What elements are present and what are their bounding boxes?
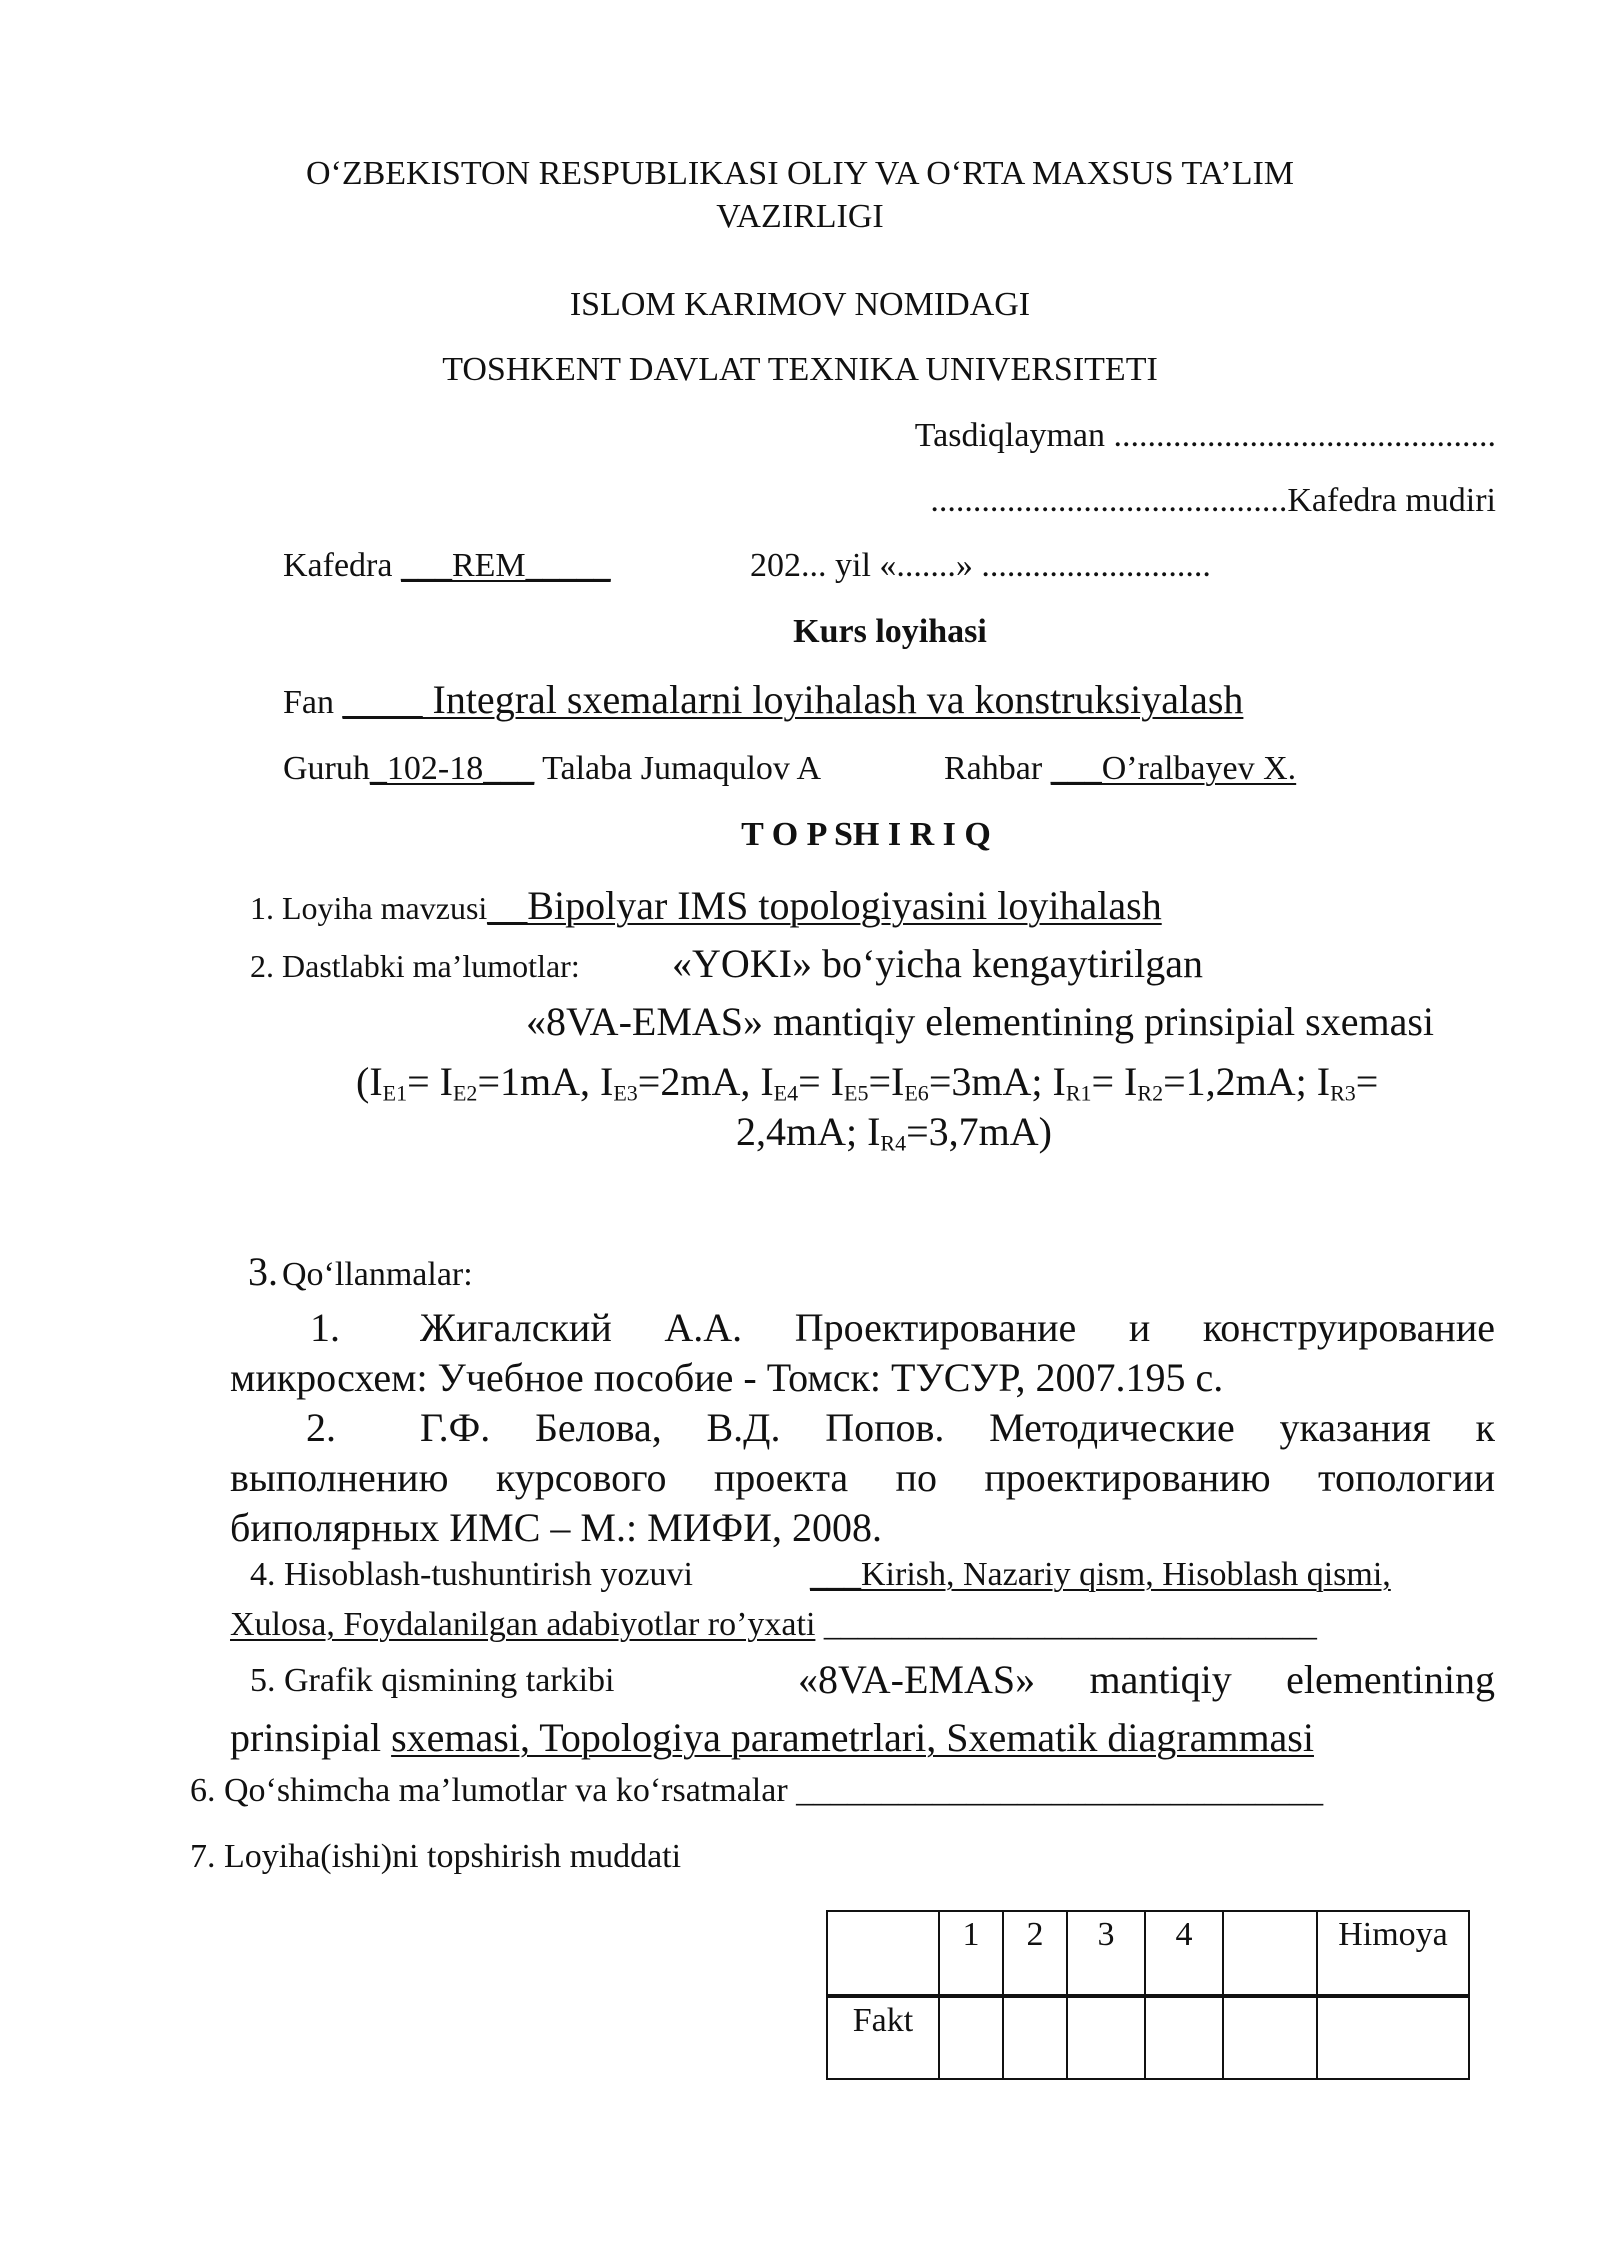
project-topic-label: 1. Loyiha mavzusi: [250, 890, 488, 926]
approval-line: Tasdiqlayman .............................................: [914, 417, 1496, 454]
fan-value: ____ Integral sxemalarni loyihalash va konstruksiyalash: [342, 677, 1244, 722]
initial-data-label: 2. Dastlabki ma’lumotlar:: [250, 948, 580, 984]
supervisor-line: [944, 750, 1296, 788]
graphic-part-label: 5. Grafik qismining tarkibi: [250, 1662, 615, 1699]
schedule-cell: [1223, 1996, 1317, 2079]
ministry-line-2: VAZIRLIGI: [716, 198, 884, 235]
references-heading: [248, 1248, 473, 1295]
schedule-table: [826, 1910, 1470, 2080]
schedule-cell: [1003, 1996, 1067, 2079]
calc-note-line-2: [230, 1606, 1317, 1644]
current-params-line-1: ($I_{E1}= I_{E2}=1mA$, $I_{E3}=2mA$, $I_{E4}= I_{E5}=I_{E6}=3mA$; $I_{R1}= I_{R2}=1,2mA$; $I_{R3}=$: [356, 1059, 1379, 1106]
schedule-header-cell: 1: [939, 1911, 1003, 1996]
references-number: 3.: [248, 1249, 278, 1294]
schedule-header-row: [827, 1911, 1469, 1996]
group-value: _102-18___: [369, 750, 535, 787]
department-head-line: ..........................................Kafedra mudiri: [930, 482, 1496, 519]
deadline-label: 7. Loyiha(ishi)ni topshirish muddati: [190, 1838, 682, 1875]
reference-1-line-2: микросхем: Учебное пособие - Томск: ТУСУР, 2007.195 с.: [230, 1355, 1224, 1400]
kafedra-value: ___REM_____: [400, 547, 611, 584]
schedule-header-cell: Himoya: [1317, 1911, 1469, 1996]
reference-2-number: 2.: [306, 1405, 336, 1450]
reference-2-line-2: выполнению курсового проекта по проектированию топологии: [230, 1455, 1495, 1500]
ministry-line-1: O‘ZBEKISTON RESPUBLIKASI OLIY VA O‘RTA MAXSUS TA’LIM: [305, 155, 1295, 192]
graphic-part-value-1: «8VA-EMAS» mantiqiy elementining: [798, 1657, 1495, 1702]
student-name: Talaba Jumaqulov A: [534, 750, 822, 787]
additional-info-blank: _______________________________: [796, 1772, 1324, 1809]
reference-1-number: 1.: [310, 1305, 340, 1350]
kafedra-label: Kafedra: [283, 547, 401, 584]
date-line: 202... yil «.......» ...........................: [750, 547, 1211, 584]
reference-2-line-3: биполярных ИМС – М.: МИФИ, 2008.: [230, 1505, 883, 1550]
schedule-cell: [1067, 1996, 1145, 2079]
fan-line: [283, 676, 1243, 723]
references-label: Qo‘llanmalar:: [282, 1256, 473, 1293]
graphic-part-value-2a: prinsipial: [230, 1715, 392, 1760]
schedule-fact-row: [827, 1996, 1469, 2079]
calc-note-value-1: ___Kirish, Nazariy qism, Hisoblash qismi,: [810, 1556, 1391, 1593]
group-label: Guruh: [283, 750, 370, 787]
project-topic-line: [250, 882, 1162, 929]
graphic-part-line-2: [230, 1714, 1314, 1761]
calc-note-value-2: Xulosa, Foydalanilgan adabiyotlar ro’yxati: [230, 1606, 816, 1643]
supervisor-label: Rahbar: [944, 750, 1051, 787]
task-title: T O P SH I R I Q: [741, 816, 991, 853]
current-params-line-2: 2,4mA; $I_{R4}=3,7mA$): [735, 1109, 1052, 1156]
additional-info-line: [190, 1772, 1323, 1810]
schedule-header-cell: 4: [1145, 1911, 1223, 1996]
calc-note-label: 4. Hisoblash-tushuntirish yozuvi: [250, 1556, 693, 1593]
schedule-cell: [1317, 1996, 1469, 2079]
reference-2-line-1: Г.Ф. Белова, В.Д. Попов. Методические указания к: [420, 1405, 1495, 1450]
schedule-cell: [1145, 1996, 1223, 2079]
kafedra-line: [283, 547, 611, 585]
university-line-1: ISLOM KARIMOV NOMIDAGI: [569, 286, 1031, 323]
graphic-part-value-2b: sxemasi, Topologiya parametrlari, Sxematik diagrammasi: [391, 1715, 1314, 1760]
schedule-cell: [939, 1996, 1003, 2079]
group-line: [283, 750, 821, 788]
reference-1-line-1: Жигалский А.А. Проектирование и конструирование: [420, 1305, 1495, 1350]
initial-data-line-2: «8VA-EMAS» mantiqiy elementining prinsipial sxemasi: [525, 999, 1435, 1044]
project-topic-value: __Bipolyar IMS topologiyasini loyihalash: [487, 883, 1162, 928]
document-title: Kurs loyihasi: [793, 613, 987, 650]
additional-info-label: 6. Qo‘shimcha ma’lumotlar va ko‘rsatmalar: [190, 1772, 797, 1809]
schedule-row-label: Fakt: [827, 1996, 939, 2079]
schedule-header-cell: 2: [1003, 1911, 1067, 1996]
supervisor-value: ___O’ralbayev X.: [1050, 750, 1297, 787]
schedule-header-cell: [827, 1911, 939, 1996]
university-line-2: TOSHKENT DAVLAT TEXNIKA UNIVERSITETI: [442, 351, 1158, 388]
fan-label: Fan: [283, 684, 343, 721]
calc-note-blank: _____________________________: [815, 1606, 1317, 1643]
schedule-header-cell: [1223, 1911, 1317, 1996]
initial-data-line-1: «YOKI» bo‘yicha kengaytirilgan: [672, 941, 1203, 986]
schedule-header-cell: 3: [1067, 1911, 1145, 1996]
